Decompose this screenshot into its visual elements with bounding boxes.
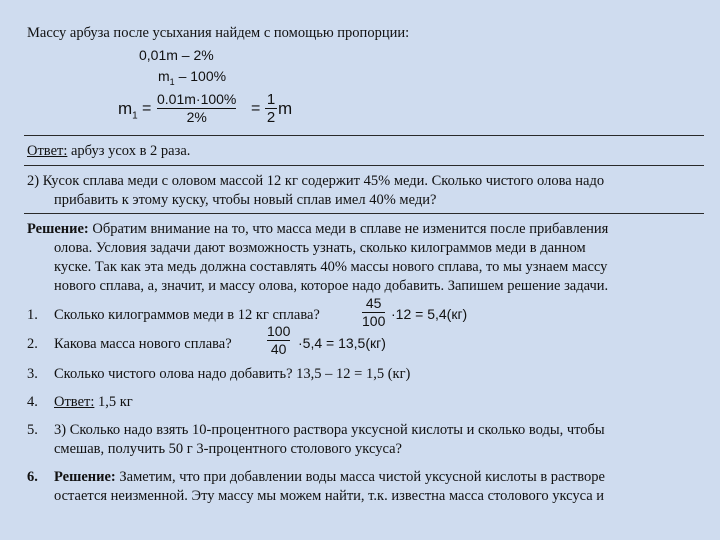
step-4-number: 4.: [27, 394, 38, 410]
formula-fraction-1: [157, 92, 236, 125]
step-3-text: Сколько чистого олова надо добавить? 13,5 – 12 = 1,5 (кг): [54, 366, 411, 382]
intro-line: Массу арбуза после усыхания найдем с помощью пропорции:: [27, 25, 410, 41]
step-2-fraction: [267, 324, 290, 357]
fraction-denominator: 40: [270, 341, 287, 357]
solution-2-line-4: нового сплава, а, значит, и массу олова, которое надо добавить. Запишем решение задачи.: [54, 278, 609, 294]
fraction-numerator: 0.01m·100%: [157, 91, 237, 107]
step-2-text: Какова масса нового сплава?: [54, 336, 232, 352]
fraction-denominator: 2: [266, 109, 276, 126]
formula-fraction-2: [265, 92, 277, 125]
solution-2-line-2: олова. Условия задачи дают возможность узнать, сколько килограммов меди в данном: [54, 240, 586, 256]
formula-eq-2: =: [251, 100, 261, 117]
step-2-number: 2.: [27, 336, 38, 352]
step-5-text-2: смешав, получить 50 г 3-процентного столового уксуса?: [54, 441, 402, 457]
step-6-text: Решение: Заметим, что при добавлении воды масса чистой уксусной кислоты в растворе: [54, 469, 605, 485]
step-2-calc: ·5,4 = 13,5(кг): [298, 335, 386, 351]
step-6-text-2: остается неизменной. Эту массу мы можем найти, т.к. известна масса столового уксуса и: [54, 488, 605, 504]
step-5-number: 5.: [27, 422, 38, 438]
fraction-denominator: 2%: [186, 109, 207, 125]
formula-lhs: $m_1$: [118, 99, 138, 122]
solution-2-line-1: Решение: Обратим внимание на то, что масса меди в сплаве не изменится после прибавления: [27, 221, 609, 237]
step-6-number: 6.: [27, 469, 38, 485]
fraction-denominator: 100: [362, 313, 386, 329]
formula-eq-1: =: [142, 100, 152, 117]
step-1-fraction: [362, 296, 385, 329]
fraction-numerator: 45: [365, 295, 382, 311]
solution-2-line-3: куске. Так как эта медь должна составлять 40% массы нового сплава, то мы узнаем массу: [54, 259, 608, 275]
formula-tail: m: [278, 99, 293, 118]
fraction-numerator: 1: [266, 91, 276, 108]
answer-1: Ответ: арбуз усох в 2 раза.: [27, 143, 191, 159]
step-1-number: 1.: [27, 307, 38, 323]
proportion-line-1: 0,01m – 2%: [139, 47, 214, 63]
separator: [24, 135, 704, 136]
proportion-line-2: $m_1 - 100\%$: [158, 68, 227, 87]
step-4-answer: Ответ: 1,5 кг: [54, 394, 133, 410]
step-1-text: Сколько килограммов меди в 12 кг сплава?: [54, 307, 320, 323]
separator: [24, 213, 704, 214]
separator: [24, 165, 704, 166]
step-3-number: 3.: [27, 366, 38, 382]
problem-2-line-2: прибавить к этому куску, чтобы новый сплав имел 40% меди?: [54, 192, 437, 208]
problem-2-line-1: 2) Кусок сплава меди с оловом массой 12 кг содержит 45% меди. Сколько чистого олова надо: [27, 173, 605, 189]
step-1-calc: ·12 = 5,4(кг): [391, 306, 468, 322]
step-5-text: 3) Сколько надо взять 10-процентного раствора уксусной кислоты и сколько воды, чтобы: [54, 422, 605, 438]
fraction-numerator: 100: [267, 323, 291, 339]
